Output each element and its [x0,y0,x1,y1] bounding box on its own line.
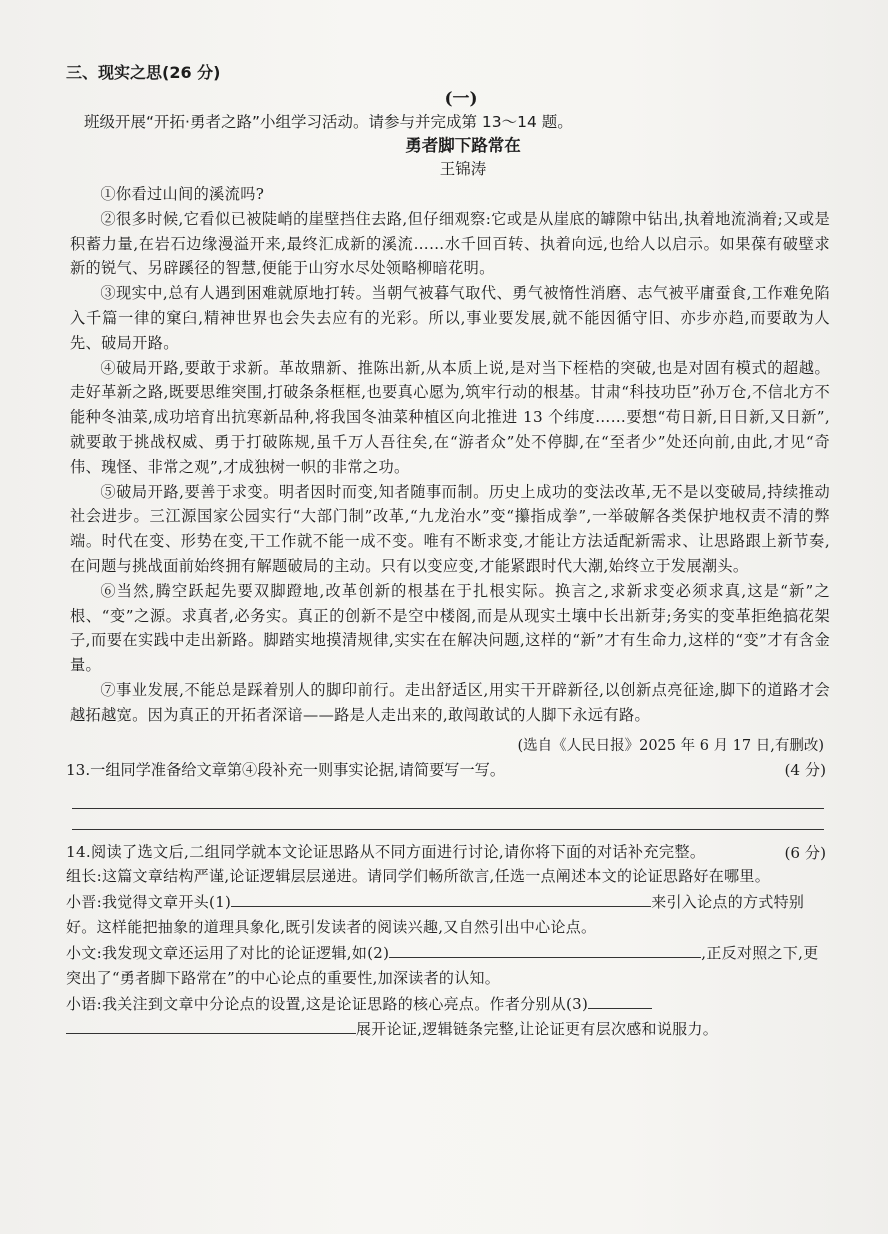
paragraph-5: ⑤破局开路,要善于求变。明者因时而变,知者随事而制。历史上成功的变法改革,无不是以变破局,持续推动社会进步。三江源国家公园实行“大部门制”改革,“九龙治水”变“攥指成拳”,一举破解各类保护地权责不清的弊端。时代在变、形势在变,干工作就不能一成不变。唯有不断求变,才能让方法适配新需求、让思路跟上新节奏,在问题与挑战面前始终拥有解题破局的主动。只有以变应变,才能紧跟时代大潮,始终立于发展潮头。 [70,482,830,575]
question-13-score: (4 分) [784,760,826,779]
xiaowen-suffix: ,正 [701,943,722,962]
blank-3a[interactable] [588,992,652,1009]
article-author: 王锦涛 [439,160,487,178]
paragraph-4: ④破局开路,要敢于求新。革故鼎新、推陈出新,从本质上说,是对当下桎梏的突破,也是对固有模式的超越。走好革新之路,既要思维突围,打破条条框框,也要真心愿为,筑牢行动的根基。甘肃“科技功臣”孙万仓,不信北方不能种冬油菜,成功培育出抗寒新品种,将我国冬油菜种植区向北推进 13 个纬度……要想“苟日新,日日新,又日新”,就要敢于挑战权威、勇于打破陈规,虽千万人吾往矣,在“游者众”处不停脚,在“至者少”处还向前,由此,才见“奇伟、瑰怪、非常之观”,才成独树一帜的非常之功。 [70,358,830,476]
xiaoyu-prefix: 小语:我关注到文章中分论点的设置,这是论证思路的核心亮点。作者分别从(3) [66,994,589,1013]
dialog-xiaowen [66,941,830,992]
dialog-xiaojin [66,890,830,941]
paragraph-7: ⑦事业发展,不能总是踩着别人的脚印前行。走出舒适区,用实干开辟新径,以创新点亮征途,脚下的道路才会越拓越宽。因为真正的开拓者深谙——路是人走出来的,敢闯敢试的人脚下永远有路。 [70,680,830,724]
blank-1[interactable] [231,890,651,907]
article-title: 勇者脚下路常在 [405,136,521,155]
activity-intro: 班级开展“开拓·勇者之路”小组学习活动。请参与并完成第 13～14 题。 [84,113,573,131]
article-source: (选自《人民日报》2025 年 6 月 17 日,有删改) [517,737,824,754]
blank-3b[interactable] [66,1017,356,1034]
paragraph-6: ⑥当然,腾空跃起先要双脚蹬地,改革创新的根基在于扎根实际。换言之,求新求变必须求真,这是“新”之根、“变”之源。求真者,必务实。真正的创新不是空中楼阁,而是从现实土壤中长出新芽;务实的变革拒绝搞花架子,而要在实践中走出新路。脚踏实地摸清规律,实实在在解决问题,这样的“新”才有生命力,这样的“变”才有含金量。 [70,581,830,675]
xiaowen-prefix: 小文:我发现文章还运用了对比的论证逻辑,如(2) [66,943,390,962]
dialog-leader: 组长:这篇文章结构严谨,论证逻辑层层递进。请同学们畅所欲言,任选一点阐述本文的论证思路好在哪里。 [66,867,770,886]
discussion-dialog [66,864,830,1043]
question-13-text: 13.一组同学准备给文章第④段补充一则事实论据,请简要写一写。 [66,760,506,779]
paragraph-2: ②很多时候,它看似已被陡峭的崖壁挡住去路,但仔细观察:它或是从崖底的罅隙中钻出,执着地流淌着;又或是积蓄力量,在岩石边缘漫溢开来,最终汇成新的溪流……水千回百转、执着向远,也给人以启示。如果葆有破壁求新的锐气、另辟蹊径的智慧,便能于山穷水尽处领略柳暗花明。 [70,209,830,278]
question-13 [66,758,830,782]
blank-2[interactable] [389,941,701,958]
q13-answer-line-2[interactable] [72,809,824,830]
question-14-score: (6 分) [784,844,826,863]
part-number: (一) [444,89,478,109]
paragraph-3: ③现实中,总有人遇到困难就原地打转。当朝气被暮气取代、勇气被惰性消磨、志气被平庸蚕食,工作难免陷入千篇一律的窠臼,精神世界也会失去应有的光彩。所以,事业要发展,就不能因循守旧、亦步亦趋,而要敢为人先、破局开路。 [70,284,830,352]
section-title: 三、现实之思(26 分) [66,63,221,82]
xiaojin-tail: 方式特别好。这样能把抽象的道理具象化,既引发读者的阅读兴趣,又自然引出中心论点。 [66,892,805,937]
question-14-text: 14.阅读了选文后,二组同学就本文论证思路从不同方面进行讨论,请你将下面的对话补充完整。 [66,842,706,861]
q13-answer-line-1[interactable] [72,782,824,809]
xiaowen-tail: 反对照之下,更突出了“勇者脚下路常在”的中心论点的重要性,加深读者的认知。 [66,943,819,988]
xiaojin-suffix: 来引入论点的 [651,892,744,911]
dialog-xiaoyu [66,992,830,1043]
xiaojin-prefix: 小晋:我觉得文章开头(1) [66,892,232,911]
paragraph-1: ①你看过山间的溪流吗? [100,185,265,203]
article-body [70,182,830,728]
xiaoyu-tail: 展开论证,逻辑链条完整,让论证更有层次感和说服力。 [356,1020,719,1039]
